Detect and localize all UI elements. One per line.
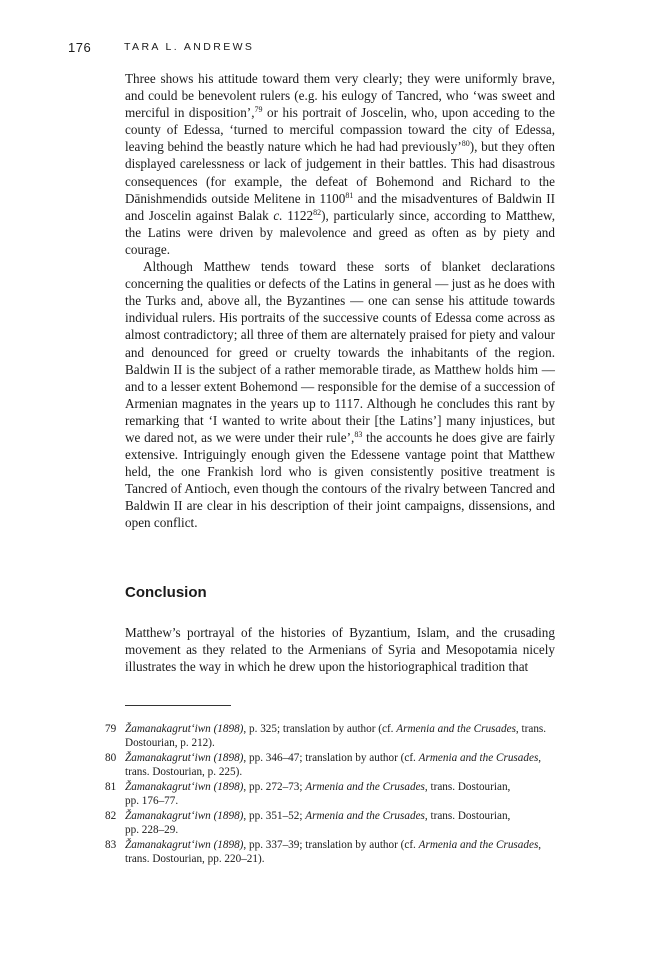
footnote-ref[interactable]: 80 (461, 139, 470, 149)
footnote-line (125, 809, 565, 823)
conclusion-text (125, 624, 555, 675)
footnote-line: Dostourian, p. 212). (125, 737, 215, 749)
footnote-ref[interactable]: 79 (254, 105, 263, 115)
footnote-ref[interactable]: 81 (345, 190, 354, 200)
footnote-line (125, 780, 565, 794)
footnote-ref[interactable]: 83 (354, 429, 363, 439)
footnote (105, 780, 565, 808)
text-run: 1122 (282, 207, 314, 223)
footnote-line: trans. Dostourian, p. 225). (125, 766, 243, 778)
text-run: Three shows his attitude toward them very clearly; they were uniformly brave, and could be benevolent rulers (e.g. his eulogy of Tancred, who ‘was sweet and merciful in disposition’, (125, 71, 555, 121)
footnote-line (125, 838, 565, 852)
citation-text: , trans. Dostourian, (424, 781, 511, 793)
footnote-line: pp. 228–29. (125, 824, 179, 836)
citation-title: Žamanakagrut‘iwn (1898) (125, 752, 244, 764)
footnote-number: 80 (105, 752, 117, 764)
footnote-line: pp. 176–77. (125, 795, 179, 807)
citation-text: , pp. 351–52; (243, 810, 306, 822)
footnotes (105, 722, 565, 867)
footnote-ref[interactable]: 82 (313, 207, 322, 217)
footnote-line (125, 722, 565, 736)
text-run: and the misadventures of Baldwin II and Joscelin against Balak (125, 190, 555, 223)
citation-text: , (538, 839, 542, 851)
text-run: or his portrait of Joscelin, who, upon acceding to the county of Edessa, ‘turned to merciful compassion toward the city of Edessa, leaving behind the beastly nature which he had had previously’ (125, 105, 555, 155)
footnote-number: 79 (105, 723, 117, 735)
footnote (105, 722, 565, 750)
citation-title: Armenia and the Crusades (418, 752, 539, 764)
footnote (105, 838, 565, 866)
citation-title: Armenia and the Crusades (305, 810, 425, 822)
paragraph (125, 70, 555, 258)
citation-text: , pp. 337–39; translation by author (cf. (243, 839, 419, 851)
text-run: c. (273, 207, 283, 223)
citation-title: Armenia and the Crusades (418, 839, 539, 851)
citation-text: , (538, 752, 542, 764)
paragraph: Matthew’s portrayal of the histories of Byzantium, Islam, and the crusading movement as they related to the Armenians of Syria and Mesopotamia nicely illustrates the way in which he drew upon the historiographical tradition that (125, 625, 555, 675)
citation-text: , trans. Dostourian, (424, 810, 511, 822)
text-run: Although Matthew tends toward these sorts of blanket declarations concerning the qualities or defects of the Latins in general — just as he does with the Turks and, above all, the Byzantines — one can sense his attitude towards individual rulers. His portraits of the successive counts of Edessa come across as almost contradictory; all three of them are alternately praised for piety and valour and denounced for greed or cruelty towards the inhabitants of the region. Baldwin II is the subject of a rather memorable tirade, as Matthew holds him — and to a lesser extent Bohemond — responsible for the demise of a succession of Armenian magnates in the years up to 1117. Although he concludes this rant by remarking that ‘I wanted to write about their [the Latins’] many injustices, but we dared not, as we were under their rule’, (125, 259, 555, 445)
page-number: 176 (68, 40, 92, 55)
footnote-number: 82 (105, 810, 117, 822)
text-run: ), but they often displayed carelessness or lack of judgement in their battles. This had disastrous consequences (for example, the defeat of Bohemond and Richard to the Dānishmendids outside Melitene in 1100 (125, 139, 556, 206)
text-run: the accounts he does give are fairly extensive. Intriguingly enough given the Edessene vantage point that Matthew held, the one Frankish lord who is given consistently positive treatment is Tancred of Antioch, even though the contours of the rivalry between Tancred and Baldwin II are clear in his description of their joint campaigns, dissensions, and open conflict. (125, 429, 555, 531)
citation-title: Armenia and the Crusades (396, 723, 516, 735)
footnote-number: 81 (105, 781, 117, 793)
footnote (105, 809, 565, 837)
footnote (105, 751, 565, 779)
footnote-rule (125, 705, 231, 706)
citation-text: , p. 325; translation by author (cf. (243, 723, 397, 735)
citation-text: , pp. 272–73; (243, 781, 306, 793)
text-run: ), particularly since, according to Matthew, the Latins were driven by malevolence and greed as often as by piety and courage. (125, 207, 555, 257)
running-author: TARA L. ANDREWS (124, 41, 255, 53)
citation-title: Žamanakagrut‘iwn (1898) (125, 781, 244, 793)
citation-text: , pp. 346–47; translation by author (cf. (243, 752, 419, 764)
citation-title: Žamanakagrut‘iwn (1898) (125, 810, 244, 822)
citation-title: Armenia and the Crusades (305, 781, 425, 793)
section-heading: Conclusion (125, 584, 207, 601)
footnote-line: trans. Dostourian, pp. 220–21). (125, 853, 265, 865)
body-text (125, 70, 555, 532)
citation-title: Žamanakagrut‘iwn (1898) (125, 723, 244, 735)
footnote-line (125, 751, 565, 765)
footnote-number: 83 (105, 839, 117, 851)
paragraph (125, 258, 555, 532)
citation-text: , trans. (515, 723, 547, 735)
citation-title: Žamanakagrut‘iwn (1898) (125, 839, 244, 851)
